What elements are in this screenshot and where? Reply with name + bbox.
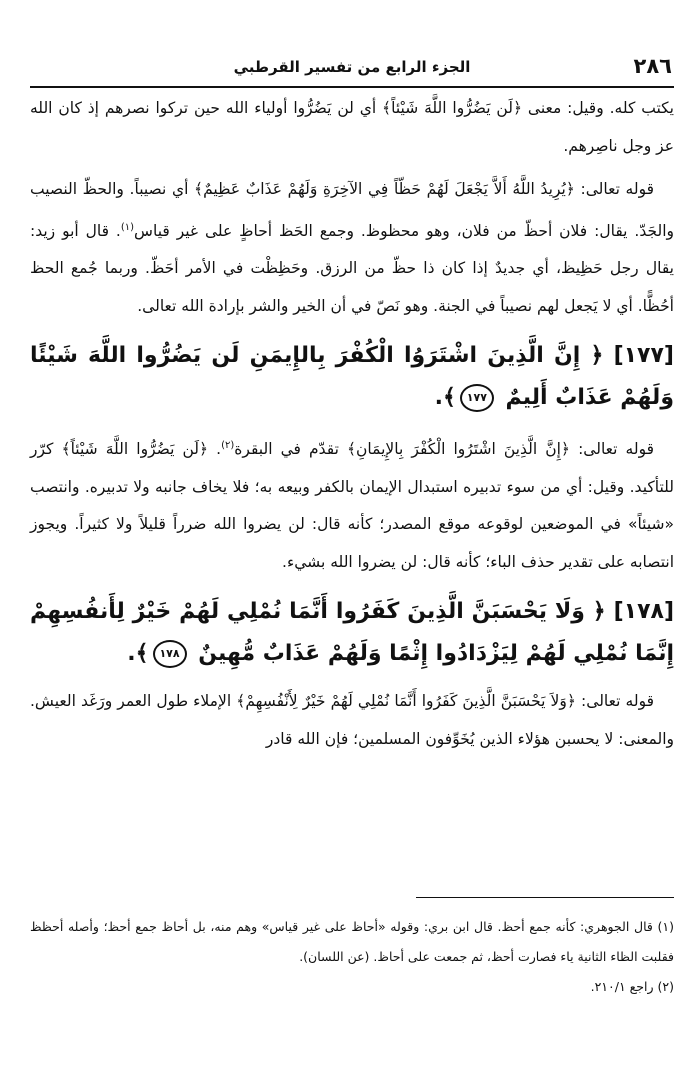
verse-177 (30, 335, 674, 419)
paragraph-2-text: قوله تعالى: ﴿يُرِيدُ اللَّهُ أَلاَّ يَجْعَلَ لَهُمْ حَظّاً فِي الآخِرَةِ وَلَهُمْ عَذَابٌ عَظِيمٌ﴾ أي نصيباً. والحظّ النصيب والجَدّ. يقال: فلان أحظّ من فلان، وهو محظوظ. وجمع الحَظ أحاظٍ على غير قياس (30, 180, 674, 240)
paragraph-2 (30, 171, 674, 325)
paragraph-3-text: قوله تعالى: ﴿إِنَّ الَّذِينَ اشْتَرُوا الْكُفْرَ بِالإِيمَانِ﴾ تقدّم في البقرة (234, 440, 654, 459)
verse-end-marker-icon: ١٧٧ (460, 384, 494, 412)
verse-178-text: ﴿ وَلَا يَحْسَبَنَّ الَّذِينَ كَفَرُوا أَنَّمَا نُمْلِي لَهُمْ خَيْرٌ لِأَنفُسِهِمْ إِنَّمَا نُمْلِي لَهُمْ لِيَزْدَادُوا إِثْمًا وَلَهُمْ عَذَابٌ مُّهِينٌ (30, 599, 674, 667)
paragraph-1-text: يكتب كله. وقيل: معنى ﴿لَن يَضُرُّوا اللَّهَ شَيْئاً﴾ أي لن يَضُرُّوا أولياء الله حين تركوا نصرهم إذ كان الله عز وجل ناصِرهم. (30, 99, 674, 155)
paragraph-4-text: قوله تعالى: ﴿وَلاَ يَحْسَبَنَّ الَّذِينَ كَفَرُوا أَنَّمَا نُمْلِي لَهُمْ خَيْرٌ لِأَنْفُسِهِمْ﴾ الإملاء طول العمر ورَغَد العيش. والمعنى: لا يحسبن هؤلاء الذين يُخَوِّفون المسلمين؛ فإن الله قادر (30, 692, 674, 748)
footnotes (30, 912, 674, 1002)
footnote-1: (١) قال الجوهري: كأنه جمع أحظ. قال ابن بري: وقوله «أحاظ على غير قياس» وهم منه، بل أحاظ جمع أحظ؛ وأصله أحظظ فقلبت الظاء الثانية ياء فصارت أحظ، ثم جمعت على أحاظ. (عن اللسان). (30, 919, 674, 964)
verse-177-number: [١٧٧] (613, 343, 674, 369)
footnote-2: (٢) راجع ٢١٠/١. (590, 979, 674, 994)
page-header (30, 52, 674, 88)
book-page (30, 0, 674, 1092)
verse-177-close: ﴾. (434, 385, 456, 411)
paragraph-1 (30, 90, 674, 165)
paragraph-3-rest: . ﴿لَن يَضُرُّوا اللَّهَ شَيْئاً﴾ كرّر للتأكيد. وقيل: أي من سوء تدبيره استبدال الإيمان بالكفر وبيعه به؛ فلا يخاف جانبه ولا تدبيره. وانتصب «شيئاً» في الموضعين لوقوعه موقع المصدر؛ كأنه قال: لن يضروا الله ضرراً قليلاً ولا كثيراً. ويجوز انتصابه على تقدير حذف الباء؛ كأنه قال: لن يضروا الله بشيء. (30, 440, 674, 571)
footnote-ref-2[interactable]: (٢) (221, 440, 235, 452)
verse-178-close: ﴾. (127, 641, 149, 667)
page-body (30, 90, 674, 758)
verse-177-text: ﴿ إِنَّ الَّذِينَ اشْتَرَوُا الْكُفْرَ بِالإِيمَنِ لَن يَضُرُّوا اللَّهَ شَيْئًا وَلَهُمْ عَذَابٌ أَلِيمٌ (30, 343, 674, 411)
page-number: ٢٨٦ (633, 54, 672, 78)
footnote-divider (416, 897, 674, 898)
paragraph-3 (30, 427, 674, 581)
paragraph-2-rest: . قال أبو زيد: يقال رجل حَظِيظ، أي جديدٌ إذا كان ذا حظّ من الرزق. وحَظِظْت في الأمر أحَظّ. وربما جُمع الحظ أحُظًّا. أي لا يَجعل لهم نصيباً في الجنة. وهو نَصّ في أن الخير والشر بإرادة الله تعالى. (30, 221, 674, 315)
verse-end-marker-icon: ١٧٨ (153, 640, 187, 668)
footnote-ref-1[interactable]: (١) (120, 221, 135, 233)
verse-178 (30, 591, 674, 675)
paragraph-4 (30, 683, 674, 758)
running-title: الجزء الرابع من تفسير القرطبي (233, 58, 471, 76)
verse-178-number: [١٧٨] (613, 599, 674, 625)
